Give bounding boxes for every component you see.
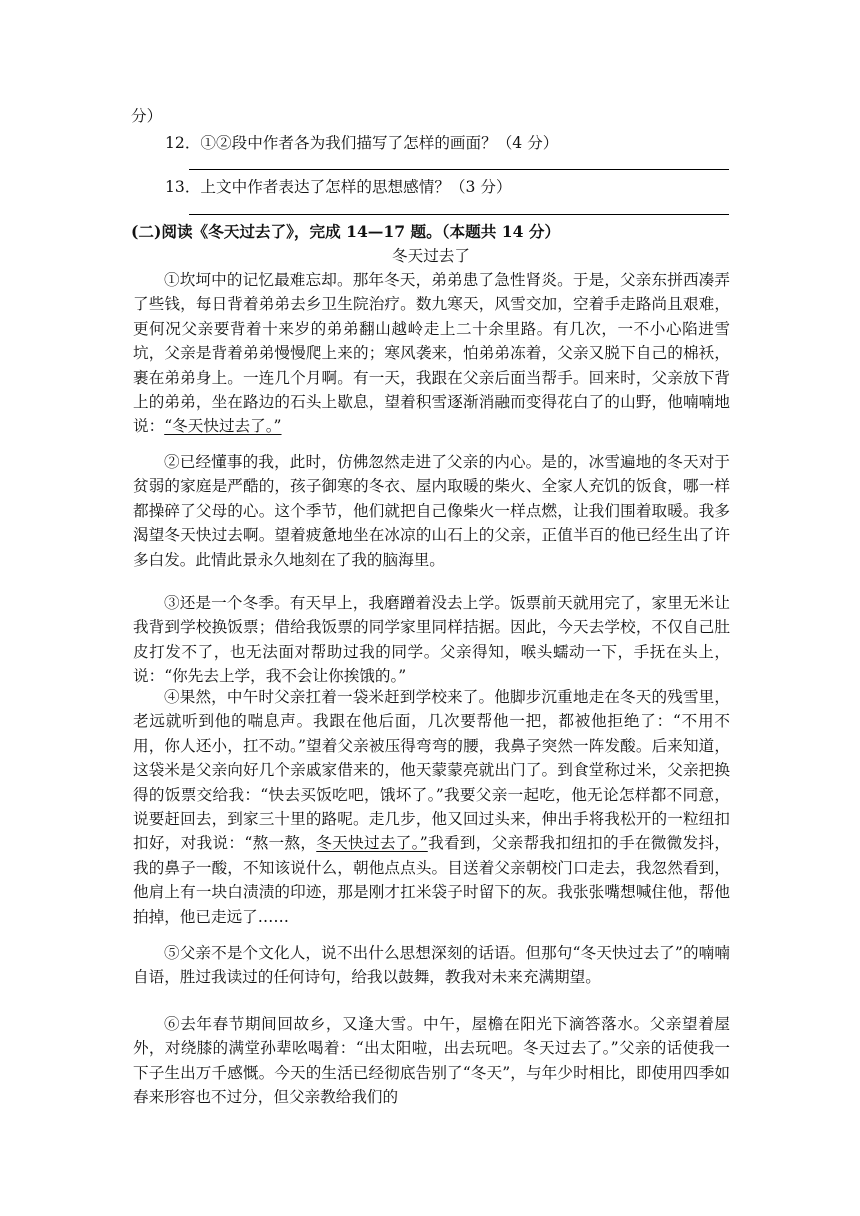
- paragraph-1: [133, 268, 730, 439]
- paragraph-6-text: ⑥去年春节期间回故乡，又逢大雪。中午，屋檐在阳光下滴答落水。父亲望着屋外，对绕膝的满堂孙辈吆喝着：“出太阳啦，出去玩吧。冬天过去了。”父亲的话使我一下子生出万千感慨。今天的生活已经彻底告别了“冬天”，与年少时相比，即使用四季如春来形容也不过分，但父亲教给我们的: [133, 1015, 730, 1107]
- paragraph-2-text: ②已经懂事的我，此时，仿佛忽然走进了父亲的内心。是的，冰雪遍地的冬天对于贫弱的家庭是严酷的，孩子御寒的冬衣、屋内取暖的柴火、全家人充饥的饭食，哪一样都操碎了父母的心。这个季节，他们就把自己像柴火一样点燃，让我们围着取暖。我多渴望冬天快过去啊。望着疲惫地坐在冰凉的山石上的父亲，正值半百的他已经生出了许多白发。此情此景永久地刻在了我的脑海里。: [133, 453, 730, 569]
- paragraph-6: [133, 1012, 730, 1110]
- paragraph-4-underlined-quote: 冬天快过去了。”: [316, 834, 428, 853]
- paragraph-4-text-a: ④果然，中午时父亲扛着一袋米赶到学校来了。他脚步沉重地走在冬天的残雪里，老远就听到他的喘息声。我跟在他后面，几次要帮他一把，都被他拒绝了：“不用不用，你人还小，扛不动。”望着父亲被压得弯弯的腰，我鼻子突然一阵发酸。后来知道，这袋米是父亲向好几个亲戚家借来的，他天蒙蒙亮就出门了。到食堂称过米，父亲把换得的饭票交给我：“快去买饭吃吧，饿坏了。”我要父亲一起吃，他无论怎样都不同意，说要赶回去，到家三十里的路呢。走几步，他又回过头来，伸出手将我松开的一粒纽扣扣好，对我说：“熬一熬，: [133, 688, 730, 853]
- paragraph-4: [133, 685, 730, 929]
- paragraph-2: [133, 450, 730, 572]
- paragraph-3-text: ③还是一个冬季。有天早上，我磨蹭着没去上学。饭票前天就用完了，家里无米让我背到学校换饭票；借给我饭票的同学家里同样拮据。因此，今天去学校，不仅自己肚皮打发不了，也无法面对帮助过我的同学。父亲得知，喉头蠕动一下，手抚在头上，说：“你先去上学，我不会让你挨饿的。”: [133, 594, 730, 686]
- paragraph-5-text: ⑤父亲不是个文化人，说不出什么思想深刻的话语。但那句“冬天快过去了”的喃喃自语，胜过我读过的任何诗句，给我以鼓舞，教我对未来充满期望。: [133, 944, 730, 987]
- answer-line-13[interactable]: [189, 214, 729, 215]
- article-title: 冬天过去了: [392, 247, 470, 265]
- previous-question-continuation: 分）: [131, 107, 163, 125]
- paragraph-1-text: ①坎坷中的记忆最难忘却。那年冬天，弟弟患了急性肾炎。于是，父亲东拼西凑弄了些钱，每日背着弟弟去乡卫生院治疗。数九寒天，风雪交加，空着手走路尚且艰难，更何况父亲要背着十来岁的弟弟翻山越岭走上二十余里路。有几次，一不小心陷进雪坑，父亲是背着弟弟慢慢爬上来的；寒风袭来，怕弟弟冻着，父亲又脱下自己的棉袄，裹在弟弟身上。一连几个月啊。有一天，我跟在父亲后面当帮手。回来时，父亲放下背上的弟弟，坐在路边的石头上歇息，望着积雪逐渐消融而变得花白了的山野，他喃喃地说：: [133, 271, 730, 436]
- question-13: 13．上文中作者表达了怎样的思想感情？（3 分）: [165, 178, 512, 196]
- section-heading: (二)阅读《冬天过去了》，完成 14—17 题。（本题共 14 分）: [131, 222, 561, 241]
- answer-line-12[interactable]: [189, 169, 729, 170]
- paragraph-4-text-b: 我看到，父亲帮我扣纽扣的手在微微发抖，我的鼻子一酸，不知该说什么，朝他点点头。目送着父亲朝校门口走去，我忽然看到，他肩上有一块白渍渍的印迹，那是刚才扛米袋子时留下的灰。我张张嘴想喊住他，帮他拍掉，他已走远了……: [133, 834, 730, 926]
- paragraph-1-underlined-quote: “冬天快过去了。”: [164, 417, 282, 436]
- paragraph-5: [133, 941, 730, 990]
- paragraph-3: [133, 591, 730, 689]
- question-12: 12．①②段中作者各为我们描写了怎样的画面？（4 分）: [165, 134, 559, 152]
